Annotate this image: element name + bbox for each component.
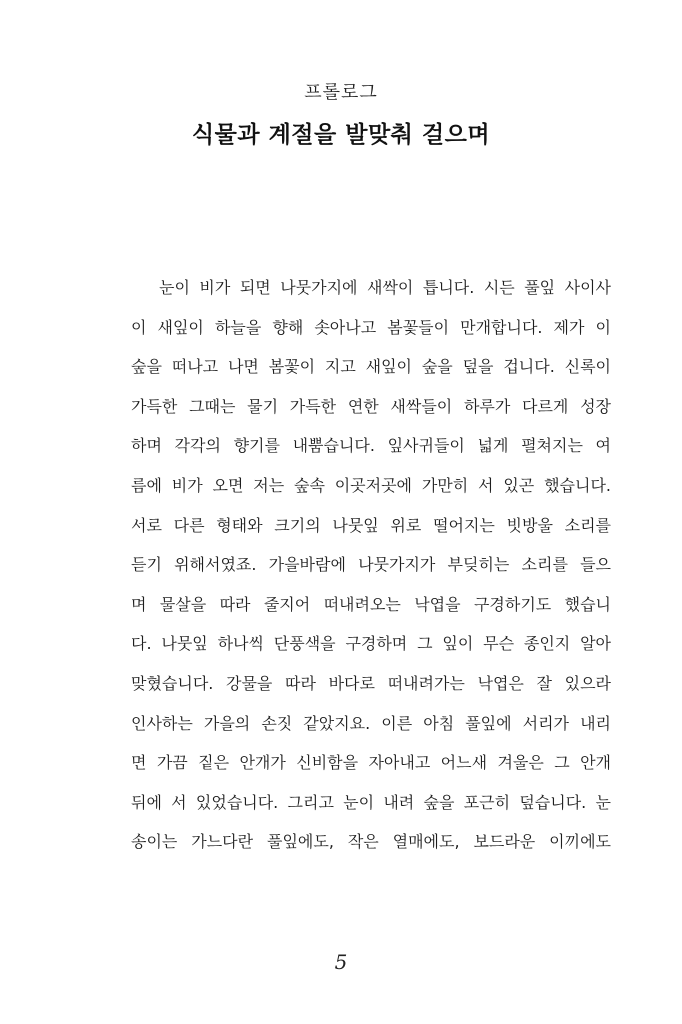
text-line: 눈이 비가 되면 나뭇가지에 새싹이 틉니다. 시든 풀잎 사이사 bbox=[159, 278, 611, 297]
text-line: 면 가끔 짙은 안개가 신비함을 자아내고 어느새 겨울은 그 안개 bbox=[131, 753, 611, 773]
text-line: 다. 나뭇잎 하나씩 단풍색을 구경하며 그 잎이 무슨 종인지 알아 bbox=[131, 634, 611, 654]
text-line: 이 새잎이 하늘을 향해 솟아나고 봄꽃들이 만개합니다. 제가 이 bbox=[131, 317, 611, 337]
text-line: 인사하는 가을의 손짓 같았지요. 이른 아침 풀잎에 서리가 내리 bbox=[131, 713, 611, 733]
section-label: 프롤로그 bbox=[304, 82, 378, 103]
text-line: 하며 각각의 향기를 내뿜습니다. 잎사귀들이 넓게 펼쳐지는 여 bbox=[131, 436, 611, 456]
page-number: 5 bbox=[334, 950, 348, 974]
text-line: 름에 비가 오면 저는 숲속 이곳저곳에 가만히 서 있곤 했습니다. bbox=[131, 475, 611, 495]
chapter-title: 식물과 계절을 발맞춰 걸으며 bbox=[191, 122, 491, 148]
text-line: 숲을 떠나고 나면 봄꽃이 지고 새잎이 숲을 덮을 겁니다. 신록이 bbox=[131, 357, 611, 377]
body-text bbox=[131, 268, 611, 862]
text-line: 서로 다른 형태와 크기의 나뭇잎 위로 떨어지는 빗방울 소리를 bbox=[131, 515, 611, 535]
text-line: 뒤에 서 있었습니다. 그리고 눈이 내려 숲을 포근히 덮습니다. 눈 bbox=[131, 792, 611, 812]
text-line: 가득한 그때는 물기 가득한 연한 새싹들이 하루가 다르게 성장 bbox=[131, 396, 611, 416]
text-line: 듣기 위해서였죠. 가을바람에 나뭇가지가 부딪히는 소리를 들으 bbox=[131, 555, 611, 575]
text-line: 맞혔습니다. 강물을 따라 바다로 떠내려가는 낙엽은 잘 있으라 bbox=[131, 673, 611, 693]
text-line: 송이는 가느다란 풀잎에도, 작은 열매에도, 보드라운 이끼에도 bbox=[131, 832, 611, 852]
text-line: 며 물살을 따라 줄지어 떠내려오는 낙엽을 구경하기도 했습니 bbox=[131, 594, 611, 614]
